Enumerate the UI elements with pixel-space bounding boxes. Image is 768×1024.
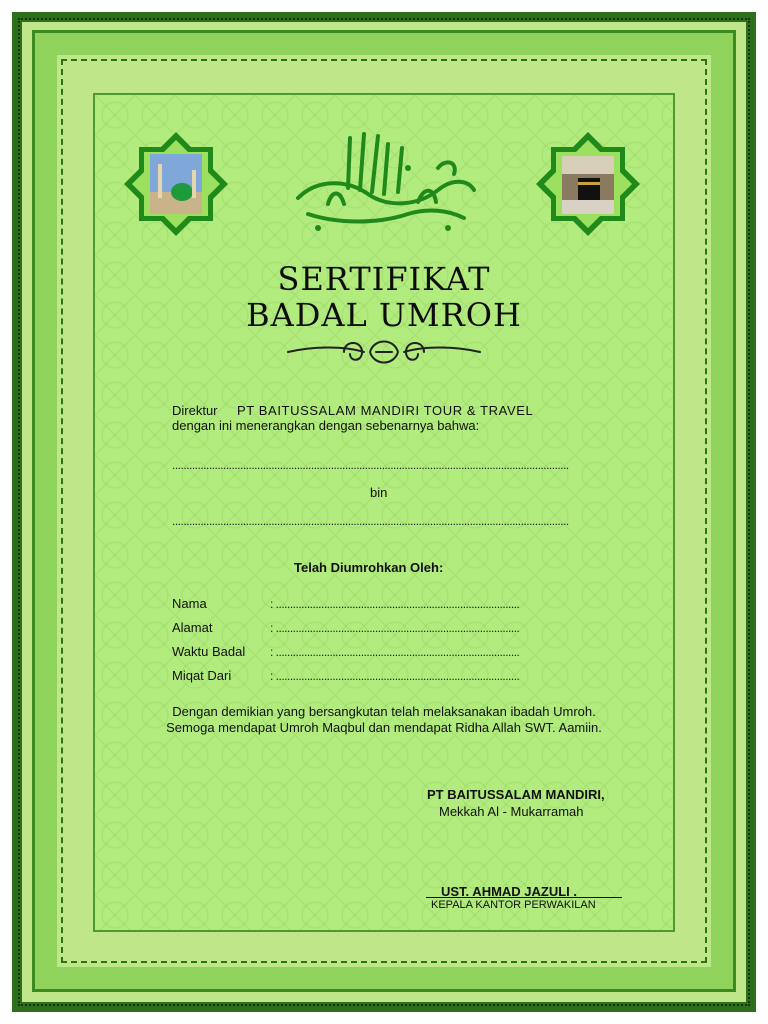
certificate-title-line1: SERTIFIKAT (277, 260, 491, 298)
issuer-city: Mekkah Al - Mukarramah (439, 804, 584, 819)
masjid-nabawi-emblem (124, 132, 228, 236)
issuer-company: PT BAITUSSALAM MANDIRI, (427, 787, 605, 802)
signatory-name: UST. AHMAD JAZULI . (441, 884, 578, 899)
left-star-frame-icon (124, 132, 228, 236)
closing-line1: Dengan demikian yang bersangkutan telah melaksanakan ibadah Umroh. (172, 704, 596, 719)
bismillah-calligraphy-icon (288, 128, 480, 240)
intro-direktur-label: Direktur (172, 403, 218, 418)
recipient-name-line: ............................................................................................................................................ (172, 458, 569, 472)
field-label-nama: Nama (172, 596, 207, 611)
field-value-miqat-dari: : ...................................................................................... (270, 669, 520, 683)
field-value-alamat: : ...................................................................................... (270, 621, 520, 635)
intro-statement: dengan ini menerangkan dengan sebenarnya bahwa: (172, 418, 480, 433)
intro-company-name: PT BAITUSSALAM MANDIRI TOUR & TRAVEL (237, 403, 534, 418)
bin-label: bin (370, 485, 388, 500)
section-heading: Telah Diumrohkan Oleh: (294, 560, 444, 575)
field-label-miqat-dari: Miqat Dari (172, 668, 232, 683)
father-name-line: ............................................................................................................................................ (172, 514, 569, 528)
field-label-waktu-badal: Waktu Badal (172, 644, 246, 659)
signature-line (426, 897, 622, 898)
closing-line2: Semoga mendapat Umroh Maqbul dan mendapat Ridha Allah SWT. Aamiin. (166, 720, 602, 735)
right-star-frame-icon (536, 132, 640, 236)
field-value-waktu-badal: : ...................................................................................... (270, 645, 520, 659)
field-label-alamat: Alamat (172, 620, 213, 635)
certificate-title-line2: BADAL UMROH (246, 296, 522, 334)
signatory-position: KEPALA KANTOR PERWAKILAN (431, 899, 596, 911)
flourish-ornament-icon (284, 332, 484, 372)
kaaba-emblem (536, 132, 640, 236)
field-value-nama: : ...................................................................................... (270, 597, 520, 611)
